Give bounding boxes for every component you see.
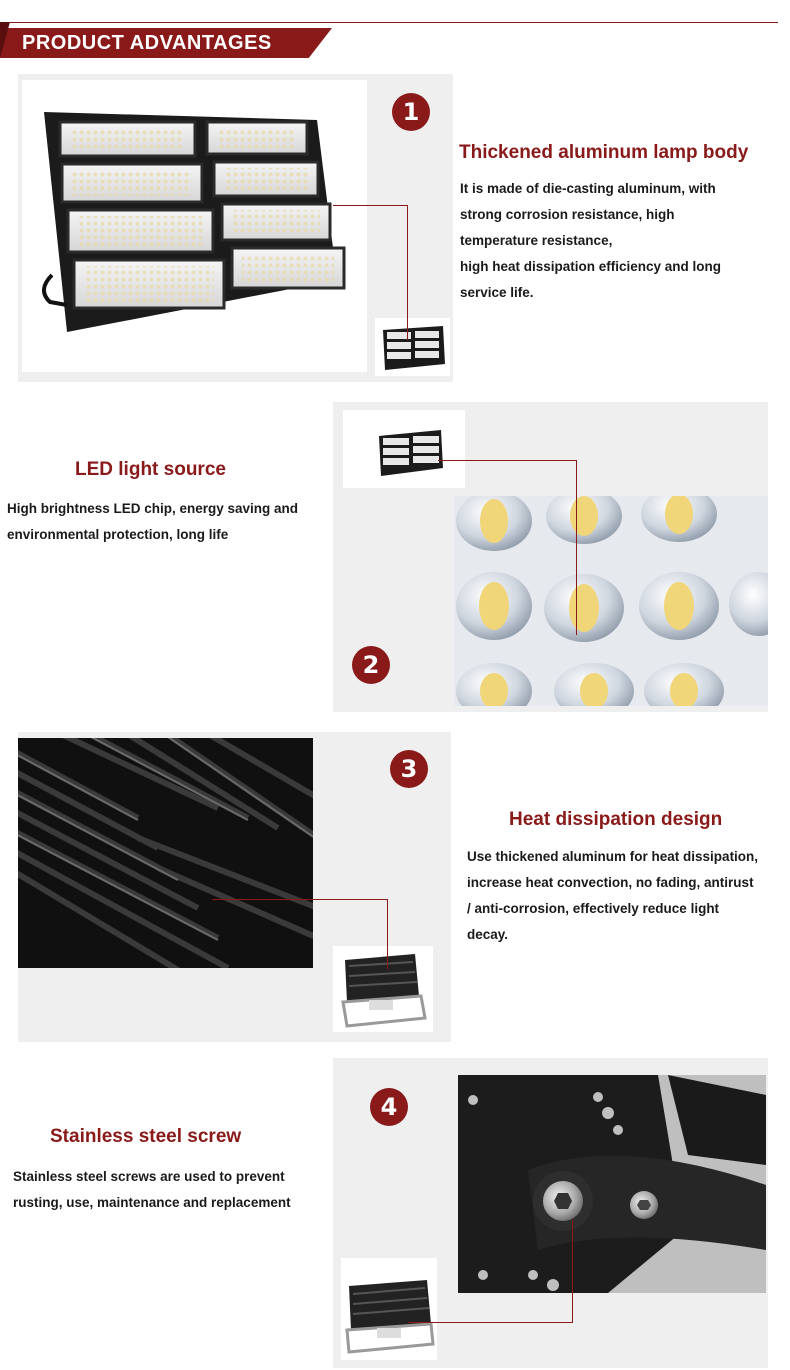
- feature-1-image: [22, 80, 367, 372]
- feature-3-image: [18, 738, 313, 968]
- floodlight-back-thumb: [333, 946, 433, 1032]
- feature-4-thumbnail: [341, 1258, 437, 1360]
- feature-2-thumbnail: [343, 410, 465, 488]
- feature-1-description: It is made of die-casting aluminum, with strong corrosion resistance, high temperature resistance, high heat dissipation efficiency and long service life.: [460, 181, 722, 300]
- feature-2-connector-v: [576, 460, 577, 635]
- feature-4-connector-v: [572, 1220, 573, 1322]
- page-title: PRODUCT ADVANTAGES: [22, 32, 272, 54]
- feature-3-connector-v: [387, 899, 388, 969]
- feature-4-image: [458, 1075, 766, 1293]
- feature-1-connector-h: [333, 205, 407, 206]
- stainless-screw-closeup: [458, 1075, 766, 1293]
- feature-2-image: [454, 496, 768, 706]
- feature-1-connector-v: [407, 205, 408, 340]
- floodlight-back-thumb: [341, 1258, 437, 1360]
- header-rule: [0, 22, 778, 23]
- feature-4-description: Stainless steel screws are used to prevent rusting, use, maintenance and replacement: [13, 1169, 291, 1210]
- feature-4-connector-h: [408, 1322, 573, 1323]
- feature-1-title: Thickened aluminum lamp body: [459, 142, 749, 163]
- floodlight-thumb: [375, 318, 450, 376]
- heat-sink-fins: [18, 738, 313, 968]
- led-lens-closeup: [454, 496, 768, 706]
- feature-1-thumbnail: [375, 318, 450, 376]
- feature-2-connector-h: [438, 460, 576, 461]
- feature-2-description: High brightness LED chip, energy saving and environmental protection, long life: [7, 501, 299, 542]
- feature-4-title: Stainless steel screw: [50, 1126, 242, 1147]
- floodlight-thumb: [343, 410, 465, 488]
- feature-4-number-badge: 4: [370, 1088, 408, 1126]
- feature-3-connector-h: [212, 899, 388, 900]
- floodlight-illustration: [22, 80, 367, 372]
- feature-2-title: LED light source: [75, 459, 226, 480]
- feature-3-number-badge: 3: [390, 750, 428, 788]
- feature-1-number-badge: 1: [392, 93, 430, 131]
- feature-3-thumbnail: [333, 946, 433, 1032]
- feature-3-title: Heat dissipation design: [509, 809, 723, 830]
- feature-2-number-badge: 2: [352, 646, 390, 684]
- feature-3-description: Use thickened aluminum for heat dissipation, increase heat convection, no fading, antirust / anti-corrosion, effectively reduce light decay.: [467, 849, 759, 942]
